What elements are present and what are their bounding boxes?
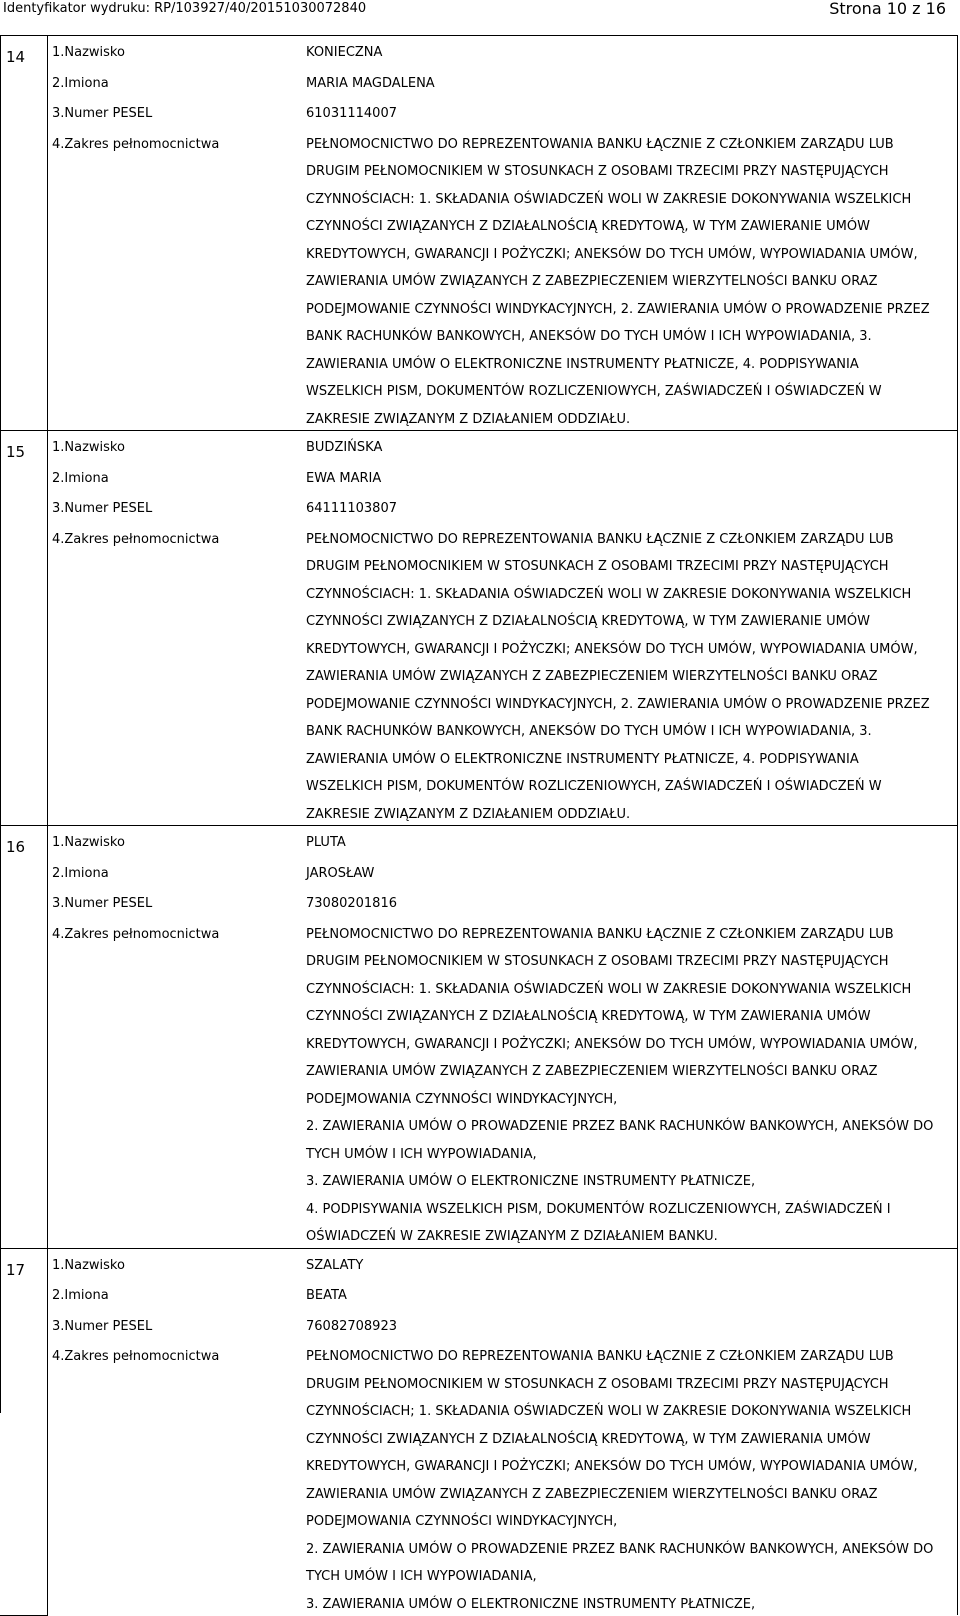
given-names-label: 2.Imiona bbox=[52, 1288, 109, 1303]
scope-row bbox=[48, 128, 957, 431]
scope-line: OŚWIADCZEŃ W ZAKRESIE ZWIĄZANYM Z DZIAŁANIEM BANKU. bbox=[306, 1229, 718, 1244]
record-number-cell bbox=[0, 36, 48, 431]
scope-line: TYCH UMÓW I ICH WYPOWIADANIA, bbox=[306, 1146, 537, 1162]
scope-line: 2. ZAWIERANIA UMÓW O PROWADZENIE PRZEZ BANK RACHUNKÓW BANKOWYCH, ANEKSÓW DO bbox=[306, 1119, 934, 1134]
surname-value: KONIECZNA bbox=[306, 45, 383, 60]
scope-line: 4. PODPISYWANIA WSZELKICH PISM, DOKUMENTÓW ROZLICZENIOWYCH, ZAŚWIADCZEŃ I bbox=[306, 1201, 891, 1217]
scope-label-cell bbox=[48, 1340, 306, 1615]
given-names-value: BEATA bbox=[306, 1288, 347, 1303]
scope-line: CZYNNOŚCIACH: 1. SKŁADANIA OŚWIADCZEŃ WOLI W ZAKRESIE DOKONYWANIA WSZELKICH bbox=[306, 981, 912, 997]
pesel-number-label-cell bbox=[48, 1310, 306, 1341]
pesel-number-label-cell bbox=[48, 887, 306, 918]
scope-row bbox=[48, 523, 957, 826]
surname-value-cell bbox=[306, 431, 957, 462]
scope-line: BANK RACHUNKÓW BANKOWYCH, ANEKSÓW DO TYCH UMÓW I ICH WYPOWIADANIA, 3. bbox=[306, 329, 872, 344]
pesel-number-row bbox=[48, 887, 957, 918]
given-names-label-cell bbox=[48, 857, 306, 888]
scope-line: DRUGIM PEŁNOMOCNIKIEM W STOSUNKACH Z OSOBAMI TRZECIMI PRZY NASTĘPUJĄCYCH bbox=[306, 559, 889, 574]
pesel-number-label: 3.Numer PESEL bbox=[52, 501, 153, 516]
surname-value: BUDZIŃSKA bbox=[306, 440, 383, 455]
pesel-number-value-cell bbox=[306, 97, 957, 128]
given-names-value: EWA MARIA bbox=[306, 470, 382, 486]
record-number-cell bbox=[0, 826, 48, 1249]
given-names-label: 2.Imiona bbox=[52, 75, 109, 91]
given-names-value-cell bbox=[306, 857, 957, 888]
scope-line: KREDYTOWYCH, GWARANCJI I POŻYCZKI; ANEKSÓW DO TYCH UMÓW, WYPOWIADANIA UMÓW, bbox=[306, 1459, 918, 1474]
pesel-number-value: 64111103807 bbox=[306, 501, 397, 516]
scope-line: CZYNNOŚCI ZWIĄZANYCH Z DZIAŁALNOŚCIĄ KREDYTOWĄ, W TYM ZAWIERANIE UMÓW bbox=[306, 219, 870, 234]
scope-line: ZAWIERANIA UMÓW ZWIĄZANYCH Z ZABEZPIECZENIEM WIERZYTELNOŚCI BANKU ORAZ bbox=[306, 669, 878, 684]
scope-label-cell bbox=[48, 918, 306, 1248]
record-fields bbox=[48, 431, 957, 825]
scope-line: BANK RACHUNKÓW BANKOWYCH, ANEKSÓW DO TYCH UMÓW I ICH WYPOWIADANIA, 3. bbox=[306, 724, 872, 739]
scope-label-cell bbox=[48, 128, 306, 431]
scope-row bbox=[48, 918, 957, 1248]
pesel-number-value-cell bbox=[306, 887, 957, 918]
record-number: 14 bbox=[6, 48, 26, 66]
given-names-value-cell bbox=[306, 1279, 957, 1310]
given-names-value: JAROSŁAW bbox=[306, 865, 375, 881]
print-identifier: Identyfikator wydruku: RP/103927/40/20151030072840 bbox=[3, 1, 367, 16]
record-row bbox=[0, 431, 958, 826]
given-names-row bbox=[48, 462, 957, 493]
pesel-number-label: 3.Numer PESEL bbox=[52, 106, 153, 121]
scope-line: ZAWIERANIA UMÓW O ELEKTRONICZNE INSTRUMENTY PŁATNICZE, 4. PODPISYWANIA bbox=[306, 751, 859, 767]
scope-line: DRUGIM PEŁNOMOCNIKIEM W STOSUNKACH Z OSOBAMI TRZECIMI PRZY NASTĘPUJĄCYCH bbox=[306, 164, 889, 179]
scope-line: ZAWIERANIA UMÓW O ELEKTRONICZNE INSTRUMENTY PŁATNICZE, 4. PODPISYWANIA bbox=[306, 356, 859, 372]
scope-line: PODEJMOWANIE CZYNNOŚCI WINDYKACYJNYCH, 2. ZAWIERANIA UMÓW O PROWADZENIE PRZEZ bbox=[306, 696, 930, 712]
scope-line: PODEJMOWANIA CZYNNOŚCI WINDYKACYJNYCH, bbox=[306, 1091, 618, 1107]
page-header bbox=[0, 0, 960, 22]
pesel-number-row bbox=[48, 97, 957, 128]
scope-row bbox=[48, 1340, 957, 1615]
scope-line: PODEJMOWANIA CZYNNOŚCI WINDYKACYJNYCH, bbox=[306, 1514, 618, 1529]
pesel-number-label: 3.Numer PESEL bbox=[52, 1318, 153, 1334]
record-number-cell bbox=[0, 1248, 48, 1615]
scope-label: 4.Zakres pełnomocnictwa bbox=[52, 136, 220, 152]
scope-line: 3. ZAWIERANIA UMÓW O ELEKTRONICZNE INSTRUMENTY PŁATNICZE, bbox=[306, 1174, 756, 1189]
scope-line: PEŁNOMOCNICTWO DO REPREZENTOWANIA BANKU ŁĄCZNIE Z CZŁONKIEM ZARZĄDU LUB bbox=[306, 531, 894, 547]
scope-line: DRUGIM PEŁNOMOCNIKIEM W STOSUNKACH Z OSOBAMI TRZECIMI PRZY NASTĘPUJĄCYCH bbox=[306, 954, 889, 969]
given-names-value-cell bbox=[306, 67, 957, 98]
scope-line: 3. ZAWIERANIA UMÓW O ELEKTRONICZNE INSTRUMENTY PŁATNICZE, bbox=[306, 1596, 756, 1612]
scope-label: 4.Zakres pełnomocnictwa bbox=[52, 1349, 220, 1364]
given-names-label: 2.Imiona bbox=[52, 470, 109, 486]
surname-label-cell bbox=[48, 431, 306, 462]
record-number: 16 bbox=[6, 838, 26, 856]
scope-line: WSZELKICH PISM, DOKUMENTÓW ROZLICZENIOWYCH, ZAŚWIADCZEŃ I OŚWIADCZEŃ W bbox=[306, 384, 882, 399]
scope-line: CZYNNOŚCI ZWIĄZANYCH Z DZIAŁALNOŚCIĄ KREDYTOWĄ, W TYM ZAWIERANIA UMÓW bbox=[306, 1009, 871, 1024]
pesel-number-value: 76082708923 bbox=[306, 1318, 397, 1334]
scope-line: DRUGIM PEŁNOMOCNIKIEM W STOSUNKACH Z OSOBAMI TRZECIMI PRZY NASTĘPUJĄCYCH bbox=[306, 1376, 889, 1392]
surname-label: 1.Nazwisko bbox=[52, 45, 125, 60]
scope-line: PODEJMOWANIE CZYNNOŚCI WINDYKACYJNYCH, 2. ZAWIERANIA UMÓW O PROWADZENIE PRZEZ bbox=[306, 301, 930, 317]
scope-line: ZAKRESIE ZWIĄZANYM Z DZIAŁANIEM ODDZIAŁU. bbox=[306, 806, 631, 822]
scope-line: CZYNNOŚCIACH: 1. SKŁADANIA OŚWIADCZEŃ WOLI W ZAKRESIE DOKONYWANIA WSZELKICH bbox=[306, 191, 912, 207]
scope-line: ZAWIERANIA UMÓW ZWIĄZANYCH Z ZABEZPIECZENIEM WIERZYTELNOŚCI BANKU ORAZ bbox=[306, 1064, 878, 1079]
given-names-row bbox=[48, 67, 957, 98]
scope-line: KREDYTOWYCH, GWARANCJI I POŻYCZKI; ANEKSÓW DO TYCH UMÓW, WYPOWIADANIA UMÓW, bbox=[306, 641, 918, 657]
given-names-value: MARIA MAGDALENA bbox=[306, 75, 435, 91]
surname-value-cell bbox=[306, 1249, 957, 1280]
record-fields bbox=[48, 36, 957, 430]
surname-value-cell bbox=[306, 826, 957, 857]
record-row bbox=[0, 36, 958, 431]
scope-line: KREDYTOWYCH, GWARANCJI I POŻYCZKI; ANEKSÓW DO TYCH UMÓW, WYPOWIADANIA UMÓW, bbox=[306, 1036, 918, 1052]
scope-line: WSZELKICH PISM, DOKUMENTÓW ROZLICZENIOWYCH, ZAŚWIADCZEŃ I OŚWIADCZEŃ W bbox=[306, 779, 882, 794]
scope-line: ZAKRESIE ZWIĄZANYM Z DZIAŁANIEM ODDZIAŁU. bbox=[306, 411, 631, 427]
given-names-label-cell bbox=[48, 1279, 306, 1310]
pesel-number-label-cell bbox=[48, 492, 306, 523]
surname-row bbox=[48, 826, 957, 857]
surname-label: 1.Nazwisko bbox=[52, 835, 125, 850]
given-names-row bbox=[48, 1279, 957, 1310]
scope-label: 4.Zakres pełnomocnictwa bbox=[52, 531, 220, 547]
given-names-value-cell bbox=[306, 462, 957, 493]
scope-text bbox=[306, 918, 957, 1248]
pesel-number-row bbox=[48, 1310, 957, 1341]
pesel-number-value-cell bbox=[306, 492, 957, 523]
surname-label: 1.Nazwisko bbox=[52, 1257, 125, 1273]
scope-line: KREDYTOWYCH, GWARANCJI I POŻYCZKI; ANEKSÓW DO TYCH UMÓW, WYPOWIADANIA UMÓW, bbox=[306, 246, 918, 262]
scope-line: ZAWIERANIA UMÓW ZWIĄZANYCH Z ZABEZPIECZENIEM WIERZYTELNOŚCI BANKU ORAZ bbox=[306, 1486, 878, 1502]
surname-row bbox=[48, 431, 957, 462]
pesel-number-value: 61031114007 bbox=[306, 106, 397, 121]
surname-value: PLUTA bbox=[306, 835, 346, 850]
scope-line: 2. ZAWIERANIA UMÓW O PROWADZENIE PRZEZ BANK RACHUNKÓW BANKOWYCH, ANEKSÓW DO bbox=[306, 1541, 934, 1557]
pesel-number-label: 3.Numer PESEL bbox=[52, 896, 153, 911]
given-names-label: 2.Imiona bbox=[52, 865, 109, 881]
surname-row bbox=[48, 36, 957, 67]
scope-line: PEŁNOMOCNICTWO DO REPREZENTOWANIA BANKU ŁĄCZNIE Z CZŁONKIEM ZARZĄDU LUB bbox=[306, 926, 894, 942]
scope-line: CZYNNOŚCI ZWIĄZANYCH Z DZIAŁALNOŚCIĄ KREDYTOWĄ, W TYM ZAWIERANIE UMÓW bbox=[306, 614, 870, 629]
record-row bbox=[0, 826, 958, 1249]
records-body bbox=[0, 36, 958, 1616]
surname-label: 1.Nazwisko bbox=[52, 440, 125, 455]
scope-line: PEŁNOMOCNICTWO DO REPREZENTOWANIA BANKU ŁĄCZNIE Z CZŁONKIEM ZARZĄDU LUB bbox=[306, 136, 894, 152]
scope-label-cell bbox=[48, 523, 306, 826]
record-number-cell bbox=[0, 431, 48, 826]
record-fields bbox=[48, 1249, 957, 1616]
surname-label-cell bbox=[48, 36, 306, 67]
page-number: Strona 10 z 16 bbox=[829, 0, 946, 18]
surname-label-cell bbox=[48, 826, 306, 857]
record-details bbox=[48, 826, 958, 1249]
surname-row bbox=[48, 1249, 957, 1280]
surname-label-cell bbox=[48, 1249, 306, 1280]
record-details bbox=[48, 1248, 958, 1615]
proxy-table bbox=[0, 35, 958, 1616]
scope-text bbox=[306, 128, 957, 431]
given-names-label-cell bbox=[48, 462, 306, 493]
scope-label: 4.Zakres pełnomocnictwa bbox=[52, 926, 220, 942]
record-row bbox=[0, 1248, 958, 1615]
given-names-label-cell bbox=[48, 67, 306, 98]
record-number: 15 bbox=[6, 443, 26, 461]
given-names-row bbox=[48, 857, 957, 888]
scope-text bbox=[306, 523, 957, 826]
record-number: 17 bbox=[6, 1260, 26, 1279]
record-details bbox=[48, 431, 958, 826]
pesel-number-value-cell bbox=[306, 1310, 957, 1341]
scope-line: TYCH UMÓW I ICH WYPOWIADANIA, bbox=[306, 1569, 537, 1584]
pesel-number-value: 73080201816 bbox=[306, 896, 397, 911]
scope-text bbox=[306, 1340, 957, 1615]
record-details bbox=[48, 36, 958, 431]
pesel-number-row bbox=[48, 492, 957, 523]
scope-line: CZYNNOŚCIACH; 1. SKŁADANIA OŚWIADCZEŃ WOLI W ZAKRESIE DOKONYWANIA WSZELKICH bbox=[306, 1404, 912, 1419]
surname-value: SZALATY bbox=[306, 1257, 364, 1273]
scope-line: CZYNNOŚCIACH: 1. SKŁADANIA OŚWIADCZEŃ WOLI W ZAKRESIE DOKONYWANIA WSZELKICH bbox=[306, 586, 912, 602]
scope-line: CZYNNOŚCI ZWIĄZANYCH Z DZIAŁALNOŚCIĄ KREDYTOWĄ, W TYM ZAWIERANIA UMÓW bbox=[306, 1431, 871, 1447]
pesel-number-label-cell bbox=[48, 97, 306, 128]
record-fields bbox=[48, 826, 957, 1248]
scope-line: ZAWIERANIA UMÓW ZWIĄZANYCH Z ZABEZPIECZENIEM WIERZYTELNOŚCI BANKU ORAZ bbox=[306, 274, 878, 289]
scope-line: PEŁNOMOCNICTWO DO REPREZENTOWANIA BANKU ŁĄCZNIE Z CZŁONKIEM ZARZĄDU LUB bbox=[306, 1349, 894, 1364]
surname-value-cell bbox=[306, 36, 957, 67]
